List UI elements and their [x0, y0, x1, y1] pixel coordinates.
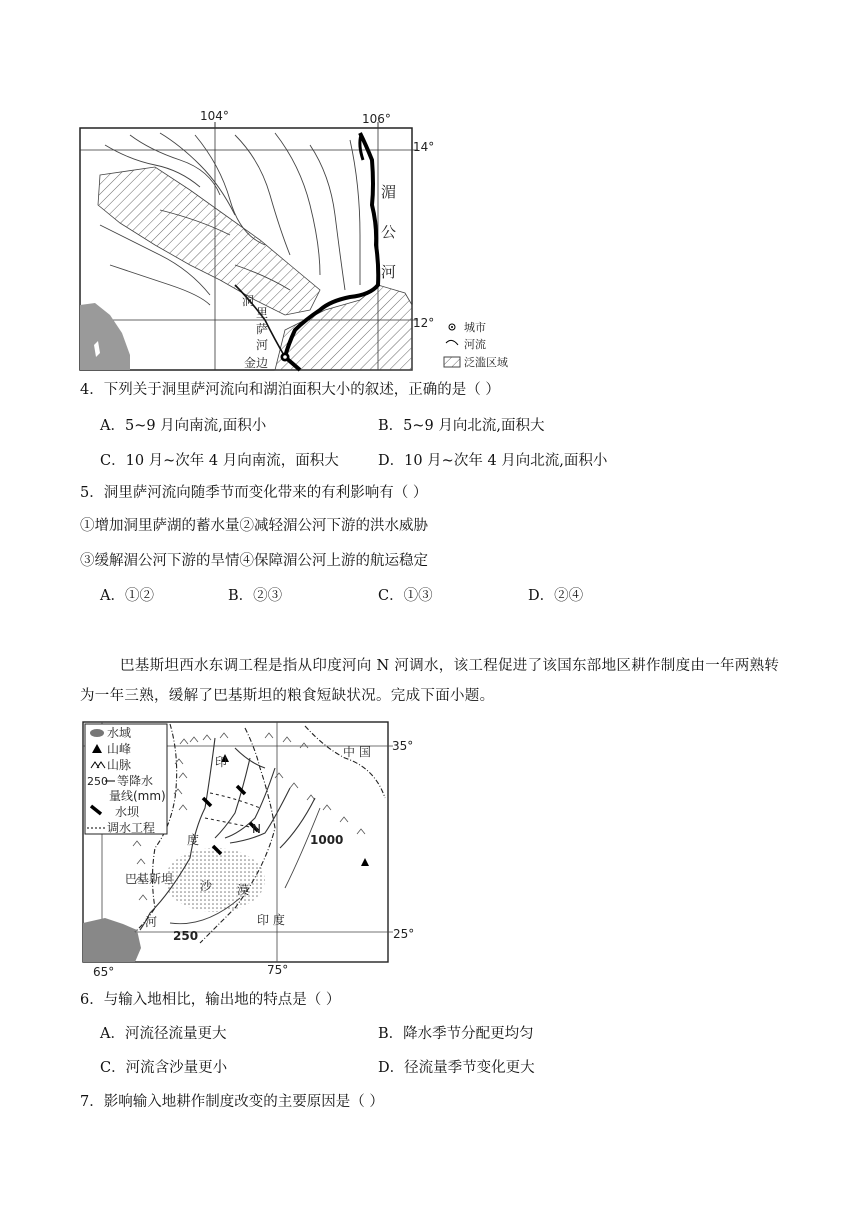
- legend-flood-icon: [444, 357, 460, 367]
- legend-river: 河流: [464, 338, 486, 351]
- q4-option-c[interactable]: C．10 月~次年 4 月向南流，面积大: [100, 453, 339, 469]
- q7-stem: 7．影响输入地耕作制度改变的主要原因是（ ）: [80, 1094, 384, 1110]
- label-n-river: N: [252, 822, 261, 836]
- legend-city: 城市: [464, 321, 486, 334]
- label-china: 中 国: [343, 745, 371, 759]
- q6-option-b[interactable]: B．降水季节分配更均匀: [378, 1026, 534, 1042]
- q4-option-a[interactable]: A．5~9 月向南流,面积小: [100, 418, 267, 434]
- map1-lon-104: 104°: [200, 109, 229, 123]
- map2-lon-65: 65°: [93, 965, 115, 979]
- map1-lat-14: 14°: [413, 140, 435, 154]
- thar-desert: [165, 848, 265, 912]
- tonle-label-2: 里: [256, 306, 269, 320]
- q6-option-a[interactable]: A．河流径流量更大: [100, 1026, 227, 1042]
- label-pakistan: 巴基斯坦: [125, 872, 174, 886]
- label-river: 河: [145, 915, 158, 929]
- q5-option-d[interactable]: D．②④: [528, 588, 584, 604]
- mekong-label-3: 河: [381, 263, 397, 281]
- map1-lat-12: 12°: [413, 316, 435, 330]
- mekong-label-1: 湄: [381, 183, 397, 201]
- q6-option-d[interactable]: D．径流量季节变化更大: [378, 1060, 535, 1076]
- label-mo: 漠: [237, 883, 250, 897]
- tonle-label-3: 萨: [256, 322, 269, 336]
- city-label: 金边: [244, 356, 269, 370]
- map1-lon-106: 106°: [362, 112, 391, 126]
- q5-statements-1: ①增加洞里萨湖的蓄水量②减轻湄公河下游的洪水威胁: [80, 518, 428, 534]
- q5-option-c[interactable]: C．①③: [378, 588, 433, 604]
- legend-river-icon: [446, 340, 458, 345]
- map2-lat-25: 25°: [393, 927, 415, 941]
- pakistan-water-transfer-map: [75, 718, 435, 980]
- passage-line-1: 巴基斯坦西水东调工程是指从印度河向 N 河调水，该工程促进了该国东部地区耕作制度由一年两熟转: [120, 658, 780, 674]
- q4-option-b[interactable]: B．5~9 月向北流,面积大: [378, 418, 545, 434]
- map2-lat-35: 35°: [392, 739, 414, 753]
- legend-city-icon: [451, 326, 453, 328]
- map2-lon-75: 75°: [267, 963, 289, 977]
- legend-isohyet-250: 250: [87, 775, 108, 788]
- label-sha: 沙: [200, 879, 213, 893]
- q6-stem: 6．与输入地相比，输出地的特点是（ ）: [80, 992, 341, 1008]
- legend-peak: 山峰: [107, 742, 132, 756]
- tonle-label-4: 河: [256, 338, 269, 352]
- gulf-of-thailand: [80, 303, 130, 370]
- legend-water: 水域: [107, 726, 132, 740]
- mekong-flood-map: [60, 105, 508, 375]
- legend-flood: 泛滥区域: [464, 356, 508, 369]
- q6-option-c[interactable]: C．河流含沙量更小: [100, 1060, 228, 1076]
- q4-stem: 4．下列关于洞里萨河流向和湖泊面积大小的叙述，正确的是（ ）: [80, 382, 500, 398]
- legend-isohyet: 等降水: [117, 774, 154, 788]
- label-india: 印 度: [257, 913, 285, 927]
- legend-transfer: 调水工程: [107, 821, 156, 835]
- legend-dam: 水坝: [115, 805, 140, 819]
- label-isohyet-1000: 1000: [310, 833, 344, 847]
- tonle-label-1: 洞: [242, 294, 255, 308]
- q5-option-a[interactable]: A．①②: [100, 588, 154, 604]
- passage-line-2: 为一年三熟，缓解了巴基斯坦的粮食短缺状况。完成下面小题。: [80, 688, 495, 704]
- label-du: 度: [187, 833, 200, 847]
- arabian-sea: [83, 918, 141, 962]
- q5-statements-2: ③缓解湄公河下游的旱情④保障湄公河上游的航运稳定: [80, 553, 428, 569]
- legend-isohyet-unit: 量线(mm): [109, 789, 166, 803]
- mekong-label-2: 公: [381, 223, 397, 241]
- label-yin: 印: [215, 755, 228, 769]
- legend-mountain: 山脉: [107, 758, 132, 772]
- label-isohyet-250: 250: [173, 929, 199, 943]
- q4-option-d[interactable]: D．10 月~次年 4 月向北流,面积小: [378, 453, 608, 469]
- q5-stem: 5．洞里萨河流向随季节而变化带来的有利影响有（ ）: [80, 485, 428, 501]
- q5-option-b[interactable]: B．②③: [228, 588, 283, 604]
